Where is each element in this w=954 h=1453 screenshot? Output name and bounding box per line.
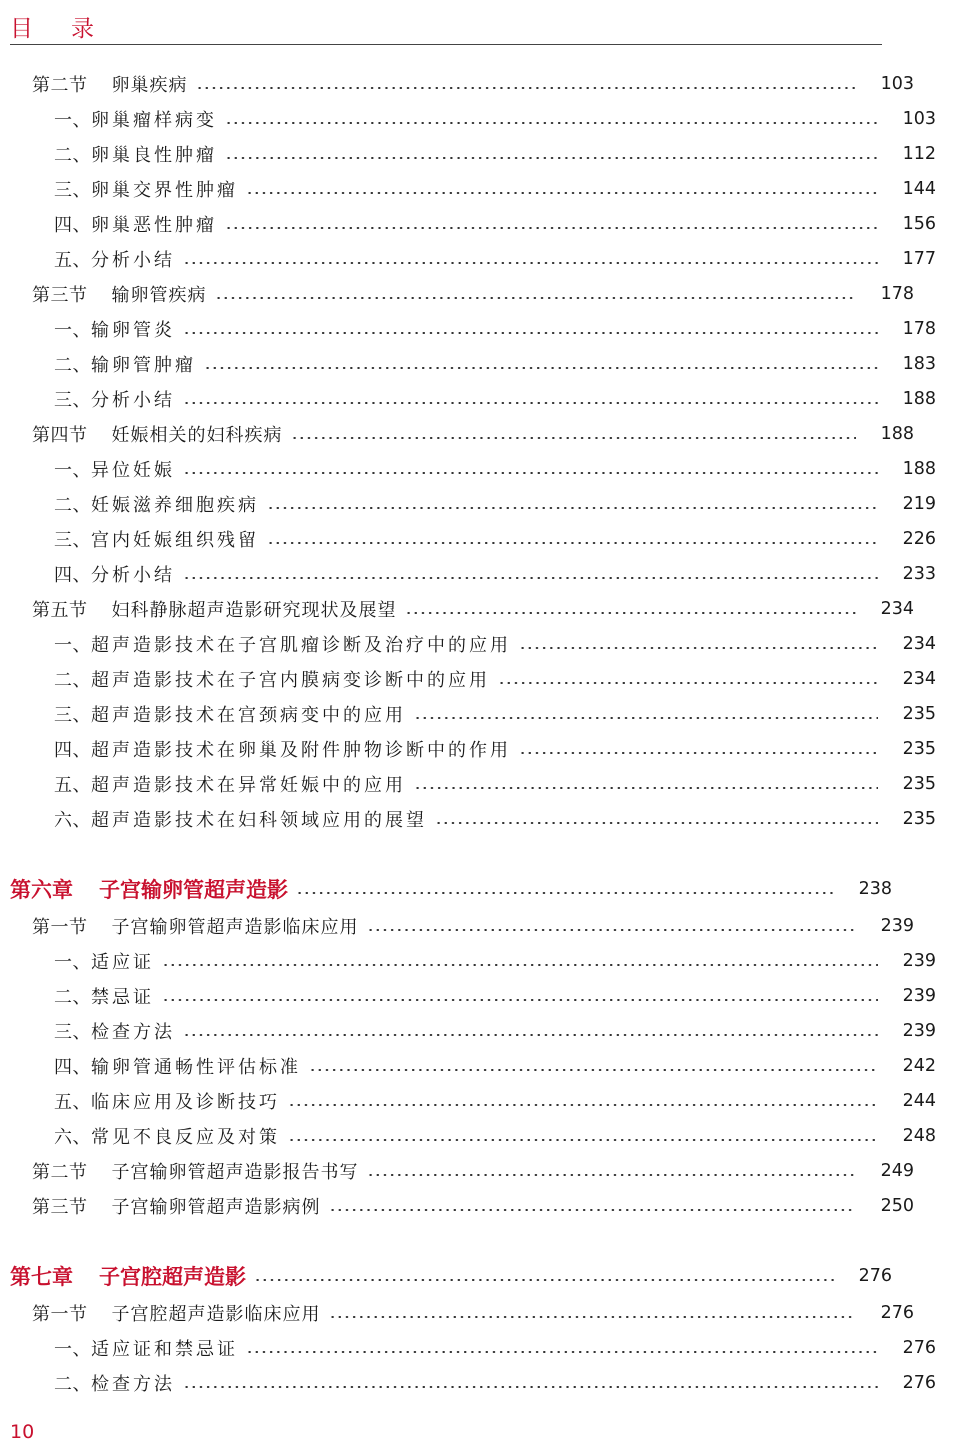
toc-entry-number: 第六章 bbox=[10, 878, 73, 902]
toc-entry-item[interactable] bbox=[0, 242, 954, 276]
toc-entry-title: 宫内妊娠组织残留 bbox=[91, 530, 259, 551]
toc-dot-leader bbox=[405, 612, 857, 614]
toc-entry-title: 妊娠相关的妇科疾病 bbox=[111, 425, 283, 446]
toc-entry-item[interactable] bbox=[0, 347, 954, 381]
toc-entry-section[interactable] bbox=[0, 1189, 932, 1223]
toc-entry-number: 五、 bbox=[54, 1092, 91, 1113]
toc-entry-title: 异位妊娠 bbox=[91, 460, 175, 481]
toc-entry-title: 分析小结 bbox=[91, 250, 175, 271]
toc-dot-leader bbox=[435, 822, 878, 824]
toc-dot-leader bbox=[288, 1104, 878, 1106]
toc-entry-title: 子宫输卵管超声造影病例 bbox=[111, 1197, 321, 1218]
toc-entry-number: 三、 bbox=[54, 180, 91, 201]
toc-entry-number: 一、 bbox=[54, 320, 91, 341]
toc-entry-number: 第七章 bbox=[10, 1265, 73, 1289]
toc-entry-title: 检查方法 bbox=[91, 1022, 175, 1043]
toc-entry-page: 235 bbox=[902, 809, 936, 829]
toc-entry-item[interactable] bbox=[0, 1331, 954, 1365]
toc-entry-title: 输卵管炎 bbox=[91, 320, 175, 341]
toc-entry-item[interactable] bbox=[0, 1119, 954, 1153]
page-number: 10 bbox=[10, 1421, 35, 1443]
toc-entry-number: 二、 bbox=[54, 987, 91, 1008]
toc-dot-leader bbox=[254, 1279, 834, 1281]
toc-entry-item[interactable] bbox=[0, 627, 954, 661]
toc-entry-page: 248 bbox=[902, 1126, 936, 1146]
toc-entry-number: 二、 bbox=[54, 670, 91, 691]
toc-dot-leader bbox=[329, 1209, 857, 1211]
toc-dot-leader bbox=[414, 717, 878, 719]
toc-dot-leader bbox=[498, 682, 878, 684]
toc-entry-section[interactable] bbox=[0, 1296, 932, 1330]
toc-entry-item[interactable] bbox=[0, 137, 954, 171]
toc-entry-section[interactable] bbox=[0, 909, 932, 943]
toc-entry-page: 235 bbox=[902, 704, 936, 724]
toc-entry-section[interactable] bbox=[0, 592, 932, 626]
toc-entry-title: 子宫腔超声造影 bbox=[99, 1265, 246, 1289]
toc-entry-page: 239 bbox=[902, 951, 936, 971]
toc-dot-leader bbox=[204, 367, 878, 369]
toc-entry-page: 226 bbox=[902, 529, 936, 549]
toc-entry-item[interactable] bbox=[0, 1084, 954, 1118]
toc-entry-page: 233 bbox=[902, 564, 936, 584]
toc-dot-leader bbox=[183, 1386, 878, 1388]
toc-entry-title: 子宫腔超声造影临床应用 bbox=[111, 1304, 321, 1325]
toc-entry-page: 234 bbox=[880, 599, 914, 619]
toc-dot-leader bbox=[183, 1034, 878, 1036]
toc-dot-leader bbox=[296, 892, 834, 894]
toc-entry-number: 二、 bbox=[54, 495, 91, 516]
toc-entry-number: 第一节 bbox=[32, 1304, 88, 1325]
toc-entry-section[interactable] bbox=[0, 1154, 932, 1188]
toc-entry-title: 适应证和禁忌证 bbox=[91, 1339, 238, 1360]
toc-entry-page: 244 bbox=[902, 1091, 936, 1111]
toc-entry-title: 输卵管肿瘤 bbox=[91, 355, 196, 376]
toc-entry-number: 三、 bbox=[54, 390, 91, 411]
toc-entry-number: 第二节 bbox=[32, 75, 88, 96]
toc-entry-page: 239 bbox=[902, 1021, 936, 1041]
toc-entry-page: 178 bbox=[880, 284, 914, 304]
toc-entry-number: 一、 bbox=[54, 1339, 91, 1360]
toc-dot-leader bbox=[519, 647, 878, 649]
toc-entry-item[interactable] bbox=[0, 452, 954, 486]
toc-entry-page: 103 bbox=[902, 109, 936, 129]
toc-heading: 目录 bbox=[10, 16, 132, 42]
toc-entry-number: 第三节 bbox=[32, 285, 88, 306]
toc-entry-number: 一、 bbox=[54, 635, 91, 656]
toc-entry-page: 276 bbox=[858, 1266, 892, 1286]
toc-entry-title: 卵巢疾病 bbox=[111, 75, 188, 96]
toc-entry-item[interactable] bbox=[0, 697, 954, 731]
toc-entry-number: 一、 bbox=[54, 460, 91, 481]
toc-entry-page: 239 bbox=[880, 916, 914, 936]
toc-entry-title: 卵巢交界性肿瘤 bbox=[91, 180, 238, 201]
toc-dot-leader bbox=[225, 122, 878, 124]
toc-dot-leader bbox=[367, 1174, 857, 1176]
toc-entry-page: 234 bbox=[902, 634, 936, 654]
toc-entry-page: 156 bbox=[902, 214, 936, 234]
toc-entry-page: 276 bbox=[880, 1303, 914, 1323]
toc-dot-leader bbox=[291, 437, 857, 439]
toc-entry-title: 超声造影技术在卵巢及附件肿物诊断中的作用 bbox=[91, 740, 511, 761]
toc-entry-number: 三、 bbox=[54, 705, 91, 726]
toc-entry-page: 112 bbox=[902, 144, 936, 164]
toc-entry-title: 常见不良反应及对策 bbox=[91, 1127, 280, 1148]
toc-entry-title: 适应证 bbox=[91, 952, 154, 973]
toc-entry-page: 144 bbox=[902, 179, 936, 199]
page-header bbox=[10, 8, 882, 45]
toc-dot-leader bbox=[288, 1139, 878, 1141]
toc-entry-item[interactable] bbox=[0, 1366, 954, 1400]
toc-dot-leader bbox=[267, 542, 878, 544]
toc-dot-leader bbox=[414, 787, 878, 789]
toc-entry-number: 四、 bbox=[54, 1057, 91, 1078]
toc-entry-number: 第四节 bbox=[32, 425, 88, 446]
toc-dot-leader bbox=[367, 929, 857, 931]
toc-entry-page: 188 bbox=[880, 424, 914, 444]
toc-entry-item[interactable] bbox=[0, 662, 954, 696]
toc-entry-page: 234 bbox=[902, 669, 936, 689]
toc-entry-title: 卵巢恶性肿瘤 bbox=[91, 215, 217, 236]
toc-entry-number: 六、 bbox=[54, 1127, 91, 1148]
toc-entry-number: 四、 bbox=[54, 565, 91, 586]
toc-entry-page: 239 bbox=[902, 986, 936, 1006]
toc-entry-title: 输卵管通畅性评估标准 bbox=[91, 1057, 301, 1078]
toc-entry-number: 第三节 bbox=[32, 1197, 88, 1218]
toc-entry-page: 276 bbox=[902, 1373, 936, 1393]
toc-entry-title: 分析小结 bbox=[91, 565, 175, 586]
toc-dot-leader bbox=[519, 752, 878, 754]
toc-entry-page: 178 bbox=[902, 319, 936, 339]
toc-dot-leader bbox=[329, 1316, 857, 1318]
toc-entry-number: 二、 bbox=[54, 1374, 91, 1395]
toc-entry-title: 妊娠滋养细胞疾病 bbox=[91, 495, 259, 516]
toc-dot-leader bbox=[183, 577, 878, 579]
toc-entry-title: 超声造影技术在子宫肌瘤诊断及治疗中的应用 bbox=[91, 635, 511, 656]
toc-entry-title: 超声造影技术在异常妊娠中的应用 bbox=[91, 775, 406, 796]
toc-entry-title: 妇科静脉超声造影研究现状及展望 bbox=[111, 600, 397, 621]
toc-entry-chapter[interactable] bbox=[0, 1259, 910, 1293]
toc-entry-title: 子宫输卵管超声造影 bbox=[99, 878, 288, 902]
toc-dot-leader bbox=[215, 297, 857, 299]
toc-entry-item[interactable] bbox=[0, 767, 954, 801]
toc-entry-number: 六、 bbox=[54, 810, 91, 831]
toc-dot-leader bbox=[225, 157, 878, 159]
toc-entry-title: 分析小结 bbox=[91, 390, 175, 411]
toc-entry-number: 二、 bbox=[54, 355, 91, 376]
toc-entry-title: 卵巢良性肿瘤 bbox=[91, 145, 217, 166]
toc-entry-number: 四、 bbox=[54, 740, 91, 761]
toc-entry-item[interactable] bbox=[0, 522, 954, 556]
toc-entry-item[interactable] bbox=[0, 1049, 954, 1083]
toc-entry-item[interactable] bbox=[0, 207, 954, 241]
toc-entry-item[interactable] bbox=[0, 732, 954, 766]
toc-entry-title: 临床应用及诊断技巧 bbox=[91, 1092, 280, 1113]
toc-entry-title: 子宫输卵管超声造影临床应用 bbox=[111, 917, 359, 938]
toc-entry-number: 三、 bbox=[54, 1022, 91, 1043]
toc-entry-title: 超声造影技术在子宫内膜病变诊断中的应用 bbox=[91, 670, 490, 691]
toc-entry-number: 第五节 bbox=[32, 600, 88, 621]
toc-entry-title: 超声造影技术在妇科领域应用的展望 bbox=[91, 810, 427, 831]
toc-entry-title: 超声造影技术在宫颈病变中的应用 bbox=[91, 705, 406, 726]
toc-entry-item[interactable] bbox=[0, 802, 954, 836]
toc-dot-leader bbox=[162, 999, 878, 1001]
toc-dot-leader bbox=[246, 192, 878, 194]
toc-entry-page: 177 bbox=[902, 249, 936, 269]
toc-entry-item[interactable] bbox=[0, 487, 954, 521]
toc-entry-number: 五、 bbox=[54, 775, 91, 796]
toc-entry-number: 第二节 bbox=[32, 1162, 88, 1183]
toc-entry-page: 219 bbox=[902, 494, 936, 514]
toc-entry-section[interactable] bbox=[0, 417, 932, 451]
toc-entry-section[interactable] bbox=[0, 277, 932, 311]
toc-entry-number: 一、 bbox=[54, 952, 91, 973]
toc-entry-page: 276 bbox=[902, 1338, 936, 1358]
toc-entry-number: 三、 bbox=[54, 530, 91, 551]
toc-dot-leader bbox=[183, 402, 878, 404]
toc-dot-leader bbox=[309, 1069, 878, 1071]
toc-entry-item[interactable] bbox=[0, 979, 954, 1013]
toc-entry-item[interactable] bbox=[0, 312, 954, 346]
toc-entry-item[interactable] bbox=[0, 382, 954, 416]
toc-entry-page: 249 bbox=[880, 1161, 914, 1181]
toc-entry-title: 输卵管疾病 bbox=[111, 285, 207, 306]
toc-entry-page: 250 bbox=[880, 1196, 914, 1216]
toc-entry-number: 四、 bbox=[54, 215, 91, 236]
toc-entry-page: 238 bbox=[858, 879, 892, 899]
toc-dot-leader bbox=[162, 964, 878, 966]
toc-entry-item[interactable] bbox=[0, 1014, 954, 1048]
toc-entry-chapter[interactable] bbox=[0, 872, 910, 906]
toc-dot-leader bbox=[183, 472, 878, 474]
toc-entry-page: 242 bbox=[902, 1056, 936, 1076]
toc-entry-title: 子宫输卵管超声造影报告书写 bbox=[111, 1162, 359, 1183]
toc-entry-item[interactable] bbox=[0, 557, 954, 591]
toc-entry-number: 第一节 bbox=[32, 917, 88, 938]
toc-entry-page: 188 bbox=[902, 459, 936, 479]
toc-dot-leader bbox=[267, 507, 878, 509]
toc-entry-item[interactable] bbox=[0, 944, 954, 978]
toc-entry-page: 103 bbox=[880, 74, 914, 94]
toc-entry-page: 188 bbox=[902, 389, 936, 409]
toc-entry-title: 检查方法 bbox=[91, 1374, 175, 1395]
toc-entry-item[interactable] bbox=[0, 102, 954, 136]
toc-entry-title: 禁忌证 bbox=[91, 987, 154, 1008]
toc-entry-page: 235 bbox=[902, 739, 936, 759]
toc-dot-leader bbox=[225, 227, 878, 229]
toc-entry-title: 卵巢瘤样病变 bbox=[91, 110, 217, 131]
toc-dot-leader bbox=[246, 1351, 878, 1353]
toc-dot-leader bbox=[183, 262, 878, 264]
toc-entry-number: 五、 bbox=[54, 250, 91, 271]
toc-entry-number: 一、 bbox=[54, 110, 91, 131]
toc-entry-number: 二、 bbox=[54, 145, 91, 166]
toc-dot-leader bbox=[196, 87, 857, 89]
toc-dot-leader bbox=[183, 332, 878, 334]
toc-entry-item[interactable] bbox=[0, 172, 954, 206]
toc-entry-section[interactable] bbox=[0, 67, 932, 101]
toc-entry-page: 235 bbox=[902, 774, 936, 794]
toc-entry-page: 183 bbox=[902, 354, 936, 374]
